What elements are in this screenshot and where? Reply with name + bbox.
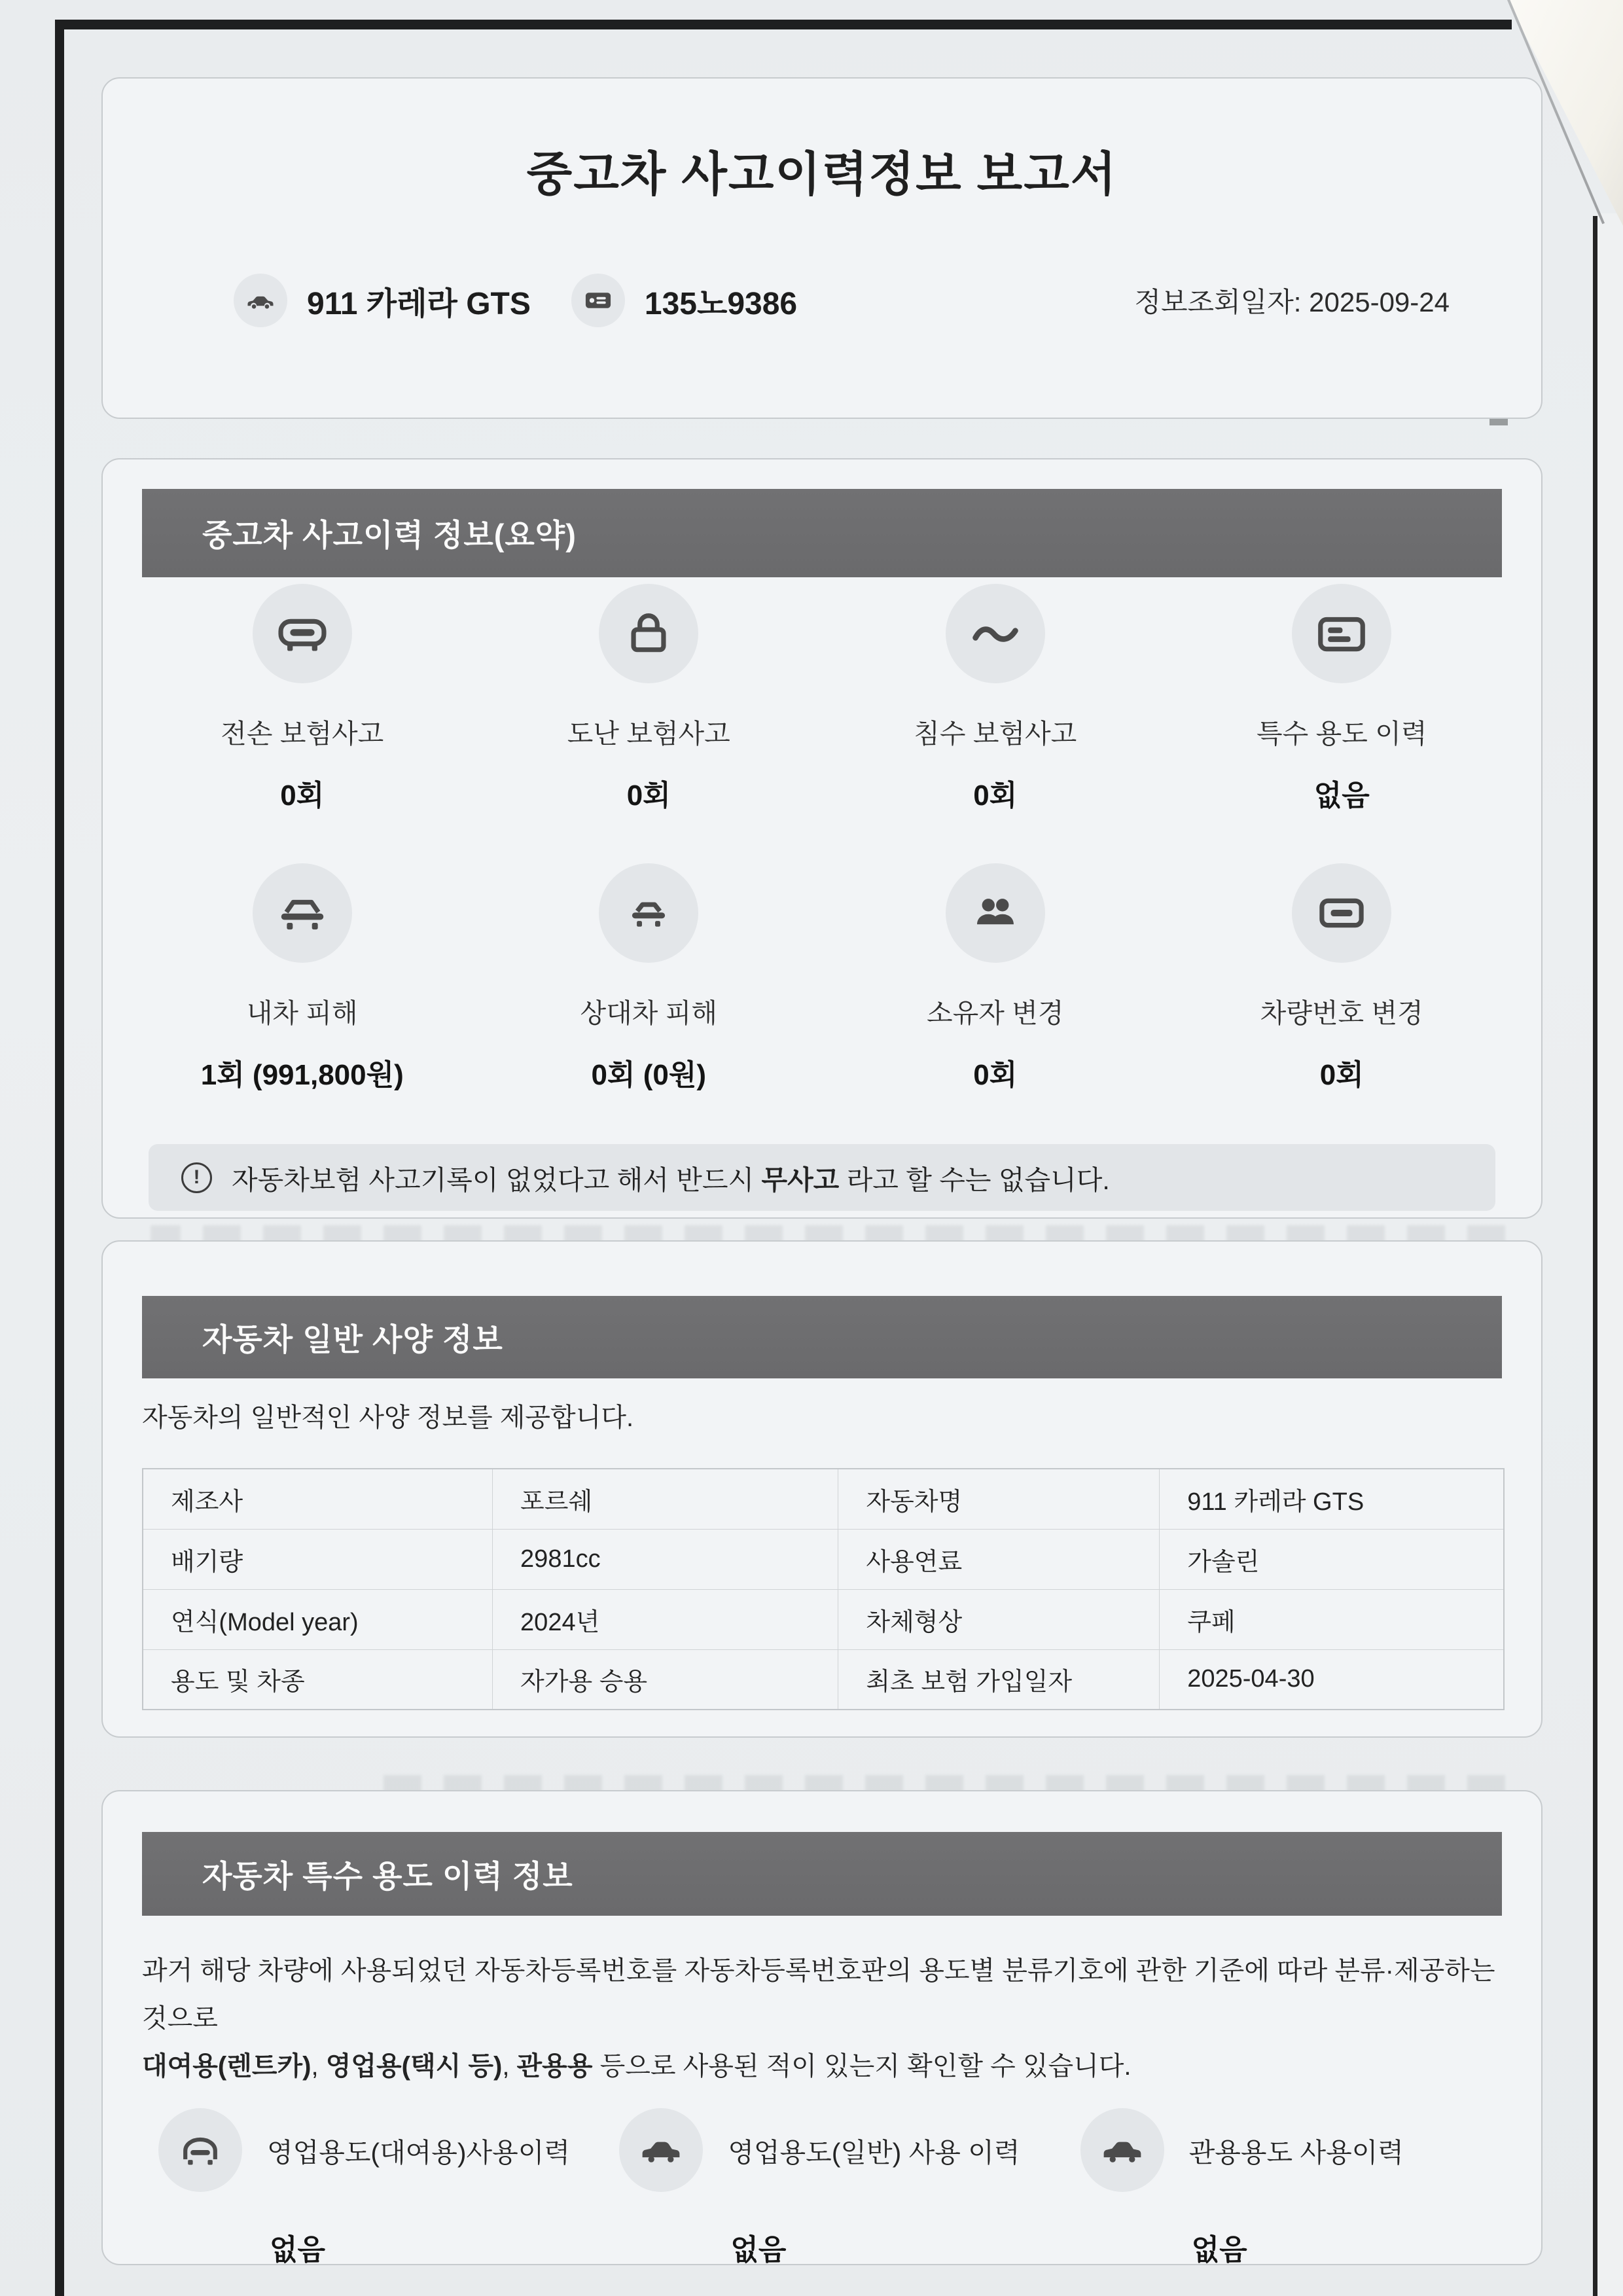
summary-item-plate-change xyxy=(1169,863,1516,1093)
rental-use-car-icon xyxy=(158,2108,242,2192)
spec-value: 911 카레라 GTS xyxy=(1160,1469,1504,1529)
general-spec-card xyxy=(101,1240,1543,1738)
spec-value: 2025-04-30 xyxy=(1160,1649,1504,1710)
query-date: 정보조회일자: 2025-09-24 xyxy=(1134,287,1450,317)
spec-label: 최초 보험 가입일자 xyxy=(838,1649,1160,1710)
spec-label: 배기량 xyxy=(143,1529,493,1589)
table-row xyxy=(143,1529,1504,1589)
spec-label: 차체형상 xyxy=(838,1589,1160,1649)
summary-item-special-use xyxy=(1169,584,1516,814)
vehicle-plate-number: 135노9386 xyxy=(644,286,798,321)
spec-label: 용도 및 차종 xyxy=(143,1649,493,1710)
flood-wave-icon xyxy=(946,584,1045,683)
summary-item-label: 상대차 피해 xyxy=(580,998,717,1028)
special-use-item-value: 없음 xyxy=(730,2234,787,2267)
spec-value: 2024년 xyxy=(493,1589,838,1649)
notice-box xyxy=(149,1144,1495,1211)
spec-description: 자동차의 일반적인 사양 정보를 제공합니다. xyxy=(142,1403,634,1432)
special-use-item-label: 관용용도 사용이력 xyxy=(1188,2137,1404,2168)
notice-text: 자동차보험 사고기록이 없었다고 해서 반드시 무사고 라고 할 수는 없습니다. xyxy=(232,1164,1110,1195)
report-header-card xyxy=(101,77,1543,419)
summary-item-label: 차량번호 변경 xyxy=(1260,998,1423,1028)
plate-change-icon xyxy=(1292,863,1391,963)
special-use-card xyxy=(101,1790,1543,2265)
summary-item-total-loss xyxy=(129,584,476,814)
summary-item-value: 0회 xyxy=(973,1059,1018,1091)
special-use-section-header: 자동차 특수 용도 이력 정보 xyxy=(142,1832,1502,1916)
other-car-damage-icon xyxy=(599,863,698,963)
spec-value: 가솔린 xyxy=(1160,1529,1504,1589)
special-use-items-row xyxy=(103,2108,1541,2268)
summary-item-value: 0회 xyxy=(280,780,325,812)
special-use-item-commercial xyxy=(619,2108,1080,2268)
scan-edge-top-line xyxy=(55,20,1512,29)
summary-section-header: 중고차 사고이력 정보(요약) xyxy=(142,489,1502,577)
spec-label: 사용연료 xyxy=(838,1529,1160,1589)
spec-label: 연식(Model year) xyxy=(143,1589,493,1649)
scan-edge-left-line xyxy=(55,20,64,2296)
commercial-use-car-icon xyxy=(619,2108,703,2192)
spec-label: 자동차명 xyxy=(838,1469,1160,1529)
summary-item-value: 1회 (991,800원) xyxy=(200,1059,404,1091)
spec-value: 쿠페 xyxy=(1160,1589,1504,1649)
spec-section-header: 자동차 일반 사양 정보 xyxy=(142,1296,1502,1378)
summary-item-value: 0회 xyxy=(1319,1059,1364,1091)
special-use-item-value: 없음 xyxy=(270,2234,326,2267)
summary-grid xyxy=(103,584,1541,1093)
summary-item-value: 없음 xyxy=(1313,780,1370,812)
table-row xyxy=(143,1469,1504,1529)
owner-change-icon xyxy=(946,863,1045,963)
summary-item-label: 내차 피해 xyxy=(246,998,358,1028)
table-row xyxy=(143,1589,1504,1649)
summary-item-value: 0회 xyxy=(973,780,1018,812)
scanner-bed-strip xyxy=(1597,213,1623,2296)
summary-item-flood xyxy=(822,584,1169,814)
summary-item-theft xyxy=(476,584,823,814)
summary-item-label: 전손 보험사고 xyxy=(221,719,384,749)
car-icon xyxy=(234,274,287,327)
info-icon: ! xyxy=(181,1162,212,1193)
spec-table xyxy=(142,1468,1505,1710)
summary-item-value: 0회 (0원) xyxy=(591,1059,706,1091)
spec-value: 포르쉐 xyxy=(493,1469,838,1529)
special-use-card-icon xyxy=(1292,584,1391,683)
special-use-description: 과거 해당 차량에 사용되었던 자동차등록번호를 자동차등록번호판의 용도별 분류기호에 관한 기준에 따라 분류·제공하는 것으로 대여용(렌트카), 영업용(택시 등), 관용용 등으로 사용된 적이 있는지 확인할 수 있습니다. xyxy=(142,1956,1495,2081)
summary-item-other-car-damage xyxy=(476,863,823,1093)
special-use-item-value: 없음 xyxy=(1191,2234,1247,2267)
special-use-item-official xyxy=(1080,2108,1541,2268)
special-use-item-rental xyxy=(158,2108,619,2268)
accident-summary-card xyxy=(101,458,1543,1219)
summary-item-my-car-damage xyxy=(129,863,476,1093)
summary-item-label: 침수 보험사고 xyxy=(914,719,1077,749)
page-title: 중고차 사고이력정보 보고서 xyxy=(526,149,1118,201)
table-row xyxy=(143,1649,1504,1710)
my-car-damage-icon xyxy=(253,863,352,963)
spec-value: 2981cc xyxy=(493,1529,838,1589)
summary-item-value: 0회 xyxy=(626,780,671,812)
summary-item-label: 도난 보험사고 xyxy=(567,719,730,749)
summary-item-label: 소유자 변경 xyxy=(927,998,1064,1028)
special-use-item-label: 영업용도(일반) 사용 이력 xyxy=(728,2137,1020,2168)
special-use-item-label: 영업용도(대여용)사용이력 xyxy=(267,2137,570,2168)
vehicle-model: 911 카레라 GTS xyxy=(307,286,531,321)
spec-value: 자가용 승용 xyxy=(493,1649,838,1710)
total-loss-car-icon xyxy=(253,584,352,683)
theft-lock-icon xyxy=(599,584,698,683)
official-use-car-icon xyxy=(1080,2108,1164,2192)
vehicle-info-row xyxy=(234,274,1450,327)
summary-item-owner-change xyxy=(822,863,1169,1093)
summary-item-label: 특수 용도 이력 xyxy=(1257,719,1427,749)
page-edge-shadow xyxy=(1593,216,1597,2296)
spec-label: 제조사 xyxy=(143,1469,493,1529)
license-plate-icon xyxy=(571,274,625,327)
